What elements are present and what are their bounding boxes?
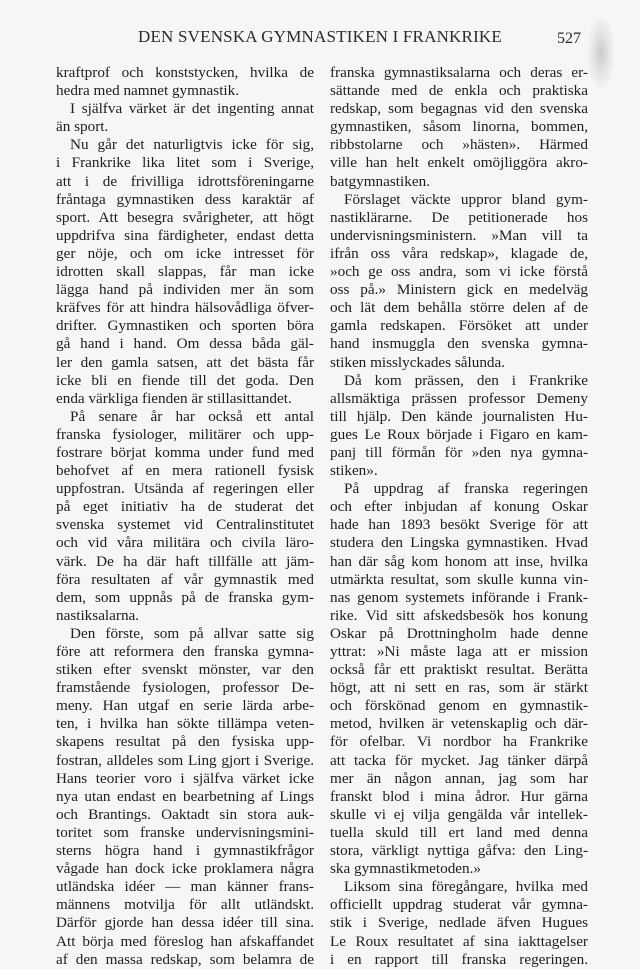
text-line: lägga hand på individen mer än som <box>56 281 314 299</box>
text-line: sport. Att besegra svårigheter, att högt <box>56 208 314 226</box>
text-line: nya utan endast en bearbetning af Lings <box>56 787 314 805</box>
text-line: drifter. Gymnastiken och sporten böra <box>56 317 314 335</box>
text-line: icke bli en fiende till det goda. Den <box>56 371 314 389</box>
text-line: vågade han dock icke proklamera några <box>56 860 314 878</box>
text-line: mer än någon annan, jag som har <box>330 769 588 787</box>
text-line: hedra med namnet gymnastik. <box>56 82 240 100</box>
text-line: sättande med de enkla och praktiska <box>330 82 588 100</box>
text-line: uppdrifva sina färdigheter, endast detta <box>56 226 314 244</box>
text-line: panj till förmån för »den nya gymna- <box>330 443 588 461</box>
text-line: Förslaget väckte uppror bland gym- <box>344 190 588 208</box>
text-line: stiken misslyckades sålunda. <box>330 353 506 371</box>
text-line: Liksom sina föregångare, hvilka med <box>344 878 588 896</box>
text-line: fråntaga gymnastiken dess karaktär af <box>56 190 314 208</box>
text-line: Den förste, som på allvar satte sig <box>70 624 314 642</box>
text-line: och Brantings. Oaktadt sin stora auk- <box>56 805 314 823</box>
text-line: Att börja med föreslog han afskaffandet <box>56 932 314 950</box>
text-line: utländska idéer — man känner frans- <box>56 878 314 896</box>
text-column-left <box>56 64 314 969</box>
text-line: ifrån oss våra redskap», klagade de, <box>330 244 588 262</box>
text-line: också får ett praktiskt resultat. Berätta <box>330 661 588 679</box>
text-line: Hans teorier voro i själfva värket icke <box>56 769 314 787</box>
text-line: nastiksalarna. <box>56 606 140 624</box>
text-line: till hjälp. Den kände journalisten Hu- <box>330 407 588 425</box>
text-line: franska fysiologer, militärer och upp- <box>56 425 314 443</box>
text-line: batgymnastiken. <box>330 172 430 190</box>
text-line: nastiklärarne. De petitionerade hos <box>330 208 588 226</box>
text-column-right <box>330 64 588 969</box>
text-line: att i de frivilliga idrottsföreningarne <box>56 172 314 190</box>
text-line: skulle vi ej vilja gengälda vår intellek- <box>330 805 588 823</box>
text-line: studera den Lingska gymnastiken. Hvad <box>330 534 588 552</box>
text-line: att tacka för mycket. Jag tänker därpå <box>330 751 588 769</box>
text-line: gamla redskapen. Försöket att under <box>330 317 588 335</box>
text-line: rike. Vid sitt afskedsbesök hos konung <box>330 606 588 624</box>
text-line: allsmäktiga prässen professor Demeny <box>330 389 588 407</box>
text-line: På uppdrag af franska regeringen <box>344 480 588 498</box>
text-line: på eget initiativ ha de studerat det <box>56 498 314 516</box>
text-line: stora, värkligt nyttiga gåfva: den Ling- <box>330 842 588 860</box>
text-line: utmärkta resultat, som skulle kunna vin- <box>330 570 588 588</box>
text-line: gymnastiken, såsom linorna, bommen, <box>330 118 588 136</box>
text-line: svenska systemet vid Centralinstitutet <box>56 516 314 534</box>
text-line: före att reformera den franska gymna- <box>56 643 314 660</box>
text-line: och lät dem behålla större delen af de <box>330 299 588 317</box>
text-line: i en rapport till franska regeringen. <box>330 950 588 968</box>
text-line: kräfves för att hindra hälsovådliga öfver- <box>56 299 314 317</box>
text-line: Därför gjorde han dessa idéer till sina. <box>56 914 314 932</box>
text-line: ger nöje, och om icke intresset för <box>56 244 314 262</box>
text-line: Le Roux resultatet af sina iakttagelser <box>330 932 588 950</box>
text-line: för ofelbar. Vi nordbor ha Frankrike <box>330 733 588 751</box>
text-line: undervisningsministern. »Man vill ta <box>330 226 588 244</box>
text-line: han där såg kom honom att inse, hvilka <box>330 552 588 570</box>
text-line: ska gymnastikmetoden.» <box>330 860 482 878</box>
text-line: oss på.» Ministern gick en medelväg <box>330 281 588 299</box>
text-line: gues Le Roux började i Figaro en kam- <box>330 425 588 443</box>
text-line: idrotten skall slappas, får man icke <box>56 263 314 281</box>
text-line: af den massa redskap, som belamra de <box>56 950 314 968</box>
text-line: värk. De ha där haft tillfälle att jäm- <box>56 552 314 570</box>
page-number: 527 <box>557 30 581 47</box>
text-line: ville han helt enkelt omöjliggöra akro- <box>330 154 588 172</box>
text-line: Nu går det naturligtvis icke för sig, <box>70 136 314 154</box>
text-line: meny. Han utgaf en serie lärda arbe- <box>56 697 314 715</box>
text-line: uppfostran. Utsända af regeringen eller <box>56 480 314 498</box>
text-line: »och ge oss andra, som vi icke förstå <box>330 263 588 281</box>
text-line: ten, i hvilka han sökte tillämpa veten- <box>56 715 314 733</box>
text-line: i Frankrike lika litet som i Sverige, <box>56 154 314 172</box>
text-line: redskap, som begagnas vid den svenska <box>330 100 588 118</box>
text-line: tuella skuld till ert land med denna <box>330 823 588 841</box>
text-line: sterns högra hand i gymnastikfrågor <box>56 842 314 860</box>
text-line: hade han 1893 besökt Sverige för att <box>330 516 588 534</box>
text-line: stiken». <box>330 462 378 480</box>
text-line: kraftprof och konststycken, hvilka de <box>56 64 314 81</box>
text-line: officiellt uppdrag studerat vår gymna- <box>330 896 588 914</box>
text-line: hand insmuggla den svenska gymna- <box>330 335 588 353</box>
text-line: gå hand i hand. Om dessa båda gäl- <box>56 335 314 353</box>
text-line: framstående fysiologen, professor De- <box>56 679 314 697</box>
text-line: och efter inbjudan af konung Oskar <box>330 498 588 516</box>
text-line: I själfva värket är det ingenting annat <box>70 100 314 118</box>
text-line: dem, som uppnås på de franska gym- <box>56 588 314 606</box>
text-line: och förskönad genom en gymnastik- <box>330 697 588 715</box>
page-header <box>0 27 640 51</box>
text-line: ler den gamla satsen, att det bästa får <box>56 353 314 371</box>
text-line: fostran, alldeles som Ling gjort i Sverige. <box>56 751 314 769</box>
text-line: skapens resultat på den fysiska upp- <box>56 733 314 751</box>
text-line: enda värkliga fienden är stillasittandet. <box>56 389 292 407</box>
text-line: fostrare börjat komma under fund med <box>56 443 314 461</box>
text-line: Oskar på Drottningholm hade denne <box>330 624 588 642</box>
text-line: behofvet af en mera rationell fysisk <box>56 462 314 480</box>
text-line: högt, att ni sett en ras, som är stärkt <box>330 679 588 697</box>
text-line: yttrat: »Ni måste laga att er mission <box>330 643 588 660</box>
text-line: och vid våra militära och civila läro- <box>56 534 314 552</box>
text-line: än sport. <box>56 118 109 136</box>
text-line: stiken efter svenskt mönster, var den <box>56 661 314 679</box>
text-line: männens motvilja för allt utländskt. <box>56 896 314 914</box>
text-line: Då kom prässen, den i Frankrike <box>344 371 588 389</box>
text-line: franskt blod i mina ådror. Hur gärna <box>330 787 588 805</box>
text-line: På senare år har också ett antal <box>70 407 314 425</box>
text-line: föra resultaten af vår gymnastik med <box>56 570 314 588</box>
text-line: stik i Sverige, nedlade äfven Hugues <box>330 914 588 932</box>
text-line: franska gymnastiksalarna och deras er- <box>330 64 588 81</box>
text-line: toritet som franske undervisningsmini- <box>56 823 314 841</box>
text-line: ribbstolarne och »hästen». Härmed <box>330 136 588 154</box>
running-head: DEN SVENSKA GYMNASTIKEN I FRANKRIKE <box>137 27 502 46</box>
text-line: nas genom systemets införande i Frank- <box>330 588 588 606</box>
text-line: metod, hvilken är vetenskaplig och där- <box>330 715 588 733</box>
